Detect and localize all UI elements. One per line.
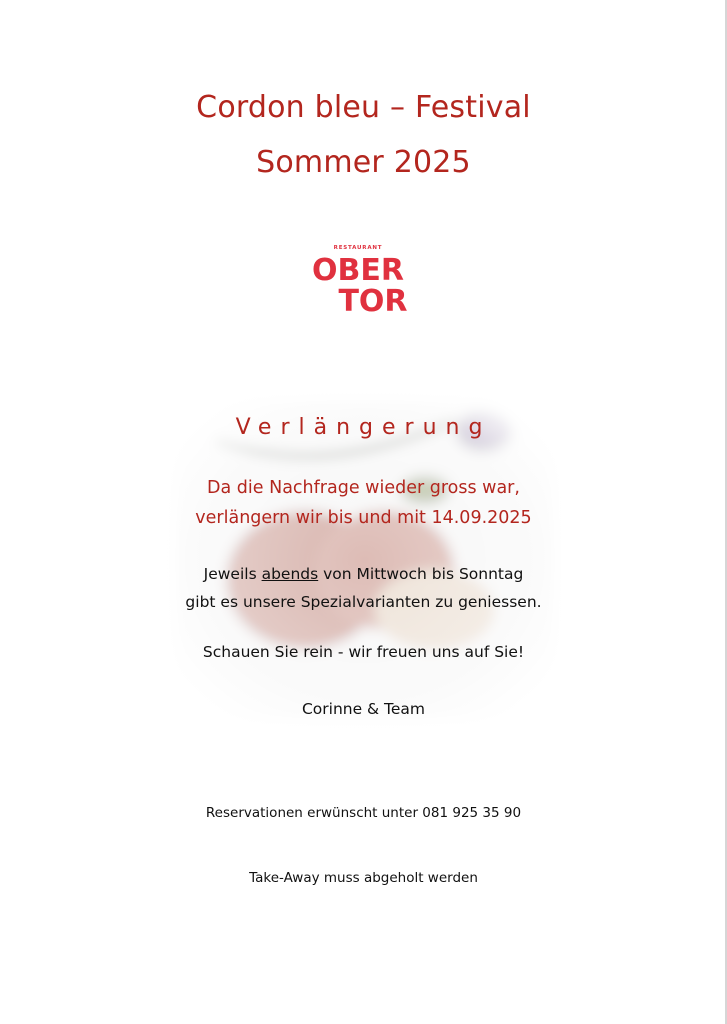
takeaway-info: Take-Away muss abgeholt werden <box>249 870 478 886</box>
schedule-suffix: von Mittwoch bis Sonntag <box>318 565 524 583</box>
notice-specials-line: gibt es unsere Spezialvarianten zu geniessen. <box>185 593 542 611</box>
logo-line-2: TOR <box>338 284 408 315</box>
festival-title: Cordon bleu – Festival <box>196 90 531 125</box>
notice-red-line-2: verlängern wir bis und mit 14.09.2025 <box>195 508 532 528</box>
notice-red-line-1: Da die Nachfrage wieder gross war, <box>207 478 520 498</box>
logo-line-1: OBER <box>312 253 404 288</box>
notice-schedule-line <box>0 565 727 583</box>
festival-season: Sommer 2025 <box>256 145 471 180</box>
notice-heading: Verlängerung <box>235 415 492 440</box>
notice-signature: Corinne & Team <box>301 700 426 718</box>
notice-invitation-line: Schauen Sie rein - wir freuen uns auf Sie! <box>202 643 525 661</box>
reservation-info: Reservationen erwünscht unter 081 925 35 90 <box>205 805 522 821</box>
schedule-prefix: Jeweils <box>203 565 262 583</box>
restaurant-logo <box>303 243 413 315</box>
schedule-underlined-word: abends <box>261 565 319 583</box>
logo-small-text: RESTAURANT <box>333 245 383 251</box>
